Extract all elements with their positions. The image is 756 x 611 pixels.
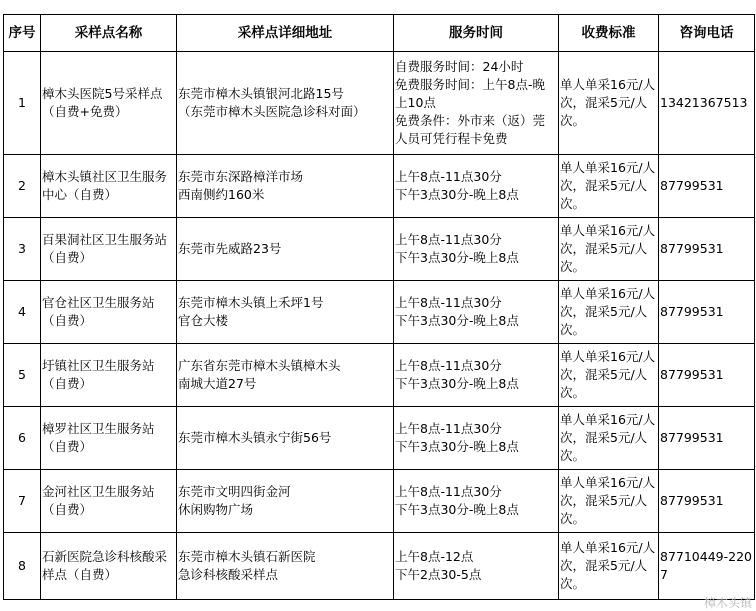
contact-phone: 87799531 xyxy=(659,281,755,344)
site-name: 樟罗社区卫生服务站（自费） xyxy=(41,407,177,470)
row-index: 8 xyxy=(4,533,41,600)
address-line: 急诊科核酸采样点 xyxy=(178,567,279,582)
address-line: 东莞市东深路樟洋市场 xyxy=(178,169,304,184)
row-index: 7 xyxy=(4,470,41,533)
site-name: 圩镇社区卫生服务站（自费） xyxy=(41,344,177,407)
site-name: 官仓社区卫生服务站（自费） xyxy=(41,281,177,344)
hours-line: 上午8点-11点30分 xyxy=(395,232,502,247)
hours-line: 下午2点30-5点 xyxy=(395,567,482,582)
site-name: 金河社区卫生服务站（自费） xyxy=(41,470,177,533)
table-row xyxy=(4,155,755,218)
address-line: 东莞市先威路23号 xyxy=(178,241,282,256)
site-address xyxy=(177,218,394,281)
table-row xyxy=(4,533,755,600)
hours-line: 上午8点-12点 xyxy=(395,549,474,564)
site-name: 樟木头镇社区卫生服务中心（自费） xyxy=(41,155,177,218)
service-hours xyxy=(394,533,559,600)
hours-line: 上午8点-11点30分 xyxy=(395,169,502,184)
header-row xyxy=(4,15,755,52)
address-line: 西南侧约160米 xyxy=(178,187,265,202)
hours-line: 下午3点30分-晚上8点 xyxy=(395,439,519,454)
address-line: 东莞市樟木头镇上禾坪1号 xyxy=(178,295,324,310)
watermark xyxy=(704,594,752,611)
fee-standard: 单人单采16元/人次，混采5元/人次。 xyxy=(559,344,659,407)
hours-line: 上午8点-11点30分 xyxy=(395,295,502,310)
header-index: 序号 xyxy=(4,15,41,52)
site-name: 百果洞社区卫生服务站（自费） xyxy=(41,218,177,281)
hours-line: 免费条件：外市来（返）莞人员可凭行程卡免费 xyxy=(395,113,546,146)
fee-standard: 单人单采16元/人次，混采5元/人次。 xyxy=(559,218,659,281)
row-index: 2 xyxy=(4,155,41,218)
service-hours xyxy=(394,407,559,470)
address-line: （东莞市樟木头医院急诊科对面） xyxy=(178,104,366,119)
site-address xyxy=(177,155,394,218)
row-index: 3 xyxy=(4,218,41,281)
row-index: 5 xyxy=(4,344,41,407)
hours-line: 免费服务时间：上午8点-晚上10点 xyxy=(395,77,545,110)
hours-line: 下午3点30分-晚上8点 xyxy=(395,502,519,517)
hours-line: 下午3点30分-晚上8点 xyxy=(395,313,519,328)
service-hours xyxy=(394,344,559,407)
table-row xyxy=(4,470,755,533)
watermark-text: 樟木头镇 xyxy=(703,596,752,610)
fee-standard: 单人单采16元/人次，混采5元/人次。 xyxy=(559,281,659,344)
header-name: 采样点名称 xyxy=(41,15,177,52)
contact-phone: 87799531 xyxy=(659,470,755,533)
contact-phone: 87799531 xyxy=(659,407,755,470)
site-name: 樟木头医院5号采样点（自费+免费） xyxy=(41,52,177,155)
row-index: 4 xyxy=(4,281,41,344)
service-hours xyxy=(394,218,559,281)
service-hours xyxy=(394,155,559,218)
address-line: 休闲购物广场 xyxy=(178,502,254,517)
site-address xyxy=(177,281,394,344)
sampling-sites-table xyxy=(3,14,755,600)
site-name: 石新医院急诊科核酸采样点（自费） xyxy=(41,533,177,600)
address-line: 东莞市文明四街金河 xyxy=(178,484,291,499)
hours-line: 自费服务时间：24小时 xyxy=(395,59,524,74)
service-hours xyxy=(394,281,559,344)
site-address xyxy=(177,533,394,600)
site-address xyxy=(177,407,394,470)
contact-phone: 87799531 xyxy=(659,218,755,281)
header-hours: 服务时间 xyxy=(394,15,559,52)
row-index: 6 xyxy=(4,407,41,470)
service-hours xyxy=(394,52,559,155)
table-row xyxy=(4,281,755,344)
address-line: 南城大道27号 xyxy=(178,376,257,391)
table-row xyxy=(4,344,755,407)
site-address xyxy=(177,344,394,407)
table-row xyxy=(4,407,755,470)
contact-phone: 13421367513 xyxy=(659,52,755,155)
header-phone: 咨询电话 xyxy=(659,15,755,52)
address-line: 广东省东莞市樟木头镇樟木头 xyxy=(178,358,341,373)
fee-standard: 单人单采16元/人次，混采5元/人次。 xyxy=(559,155,659,218)
header-fee: 收费标准 xyxy=(559,15,659,52)
table-row xyxy=(4,218,755,281)
hours-line: 下午3点30分-晚上8点 xyxy=(395,187,519,202)
address-line: 东莞市樟木头镇永宁街56号 xyxy=(178,430,332,445)
hours-line: 上午8点-11点30分 xyxy=(395,358,502,373)
table-row xyxy=(4,52,755,155)
site-address xyxy=(177,470,394,533)
hours-line: 上午8点-11点30分 xyxy=(395,421,502,436)
fee-standard: 单人单采16元/人次，混采5元/人次。 xyxy=(559,533,659,600)
address-line: 东莞市樟木头镇银河北路15号 xyxy=(178,86,344,101)
fee-standard: 单人单采16元/人次，混采5元/人次。 xyxy=(559,407,659,470)
contact-phone: 87799531 xyxy=(659,344,755,407)
fee-standard: 单人单采16元/人次，混采5元/人次。 xyxy=(559,470,659,533)
fee-standard: 单人单采16元/人次，混采5元/人次。 xyxy=(559,52,659,155)
header-address: 采样点详细地址 xyxy=(177,15,394,52)
address-line: 官仓大楼 xyxy=(178,313,229,328)
contact-phone: 87710449-2207 xyxy=(659,533,755,600)
address-line: 东莞市樟木头镇石新医院 xyxy=(178,549,316,564)
hours-line: 下午3点30分-晚上8点 xyxy=(395,376,519,391)
contact-phone: 87799531 xyxy=(659,155,755,218)
row-index: 1 xyxy=(4,52,41,155)
hours-line: 下午3点30分-晚上8点 xyxy=(395,250,519,265)
hours-line: 上午8点-11点30分 xyxy=(395,484,502,499)
service-hours xyxy=(394,470,559,533)
site-address xyxy=(177,52,394,155)
